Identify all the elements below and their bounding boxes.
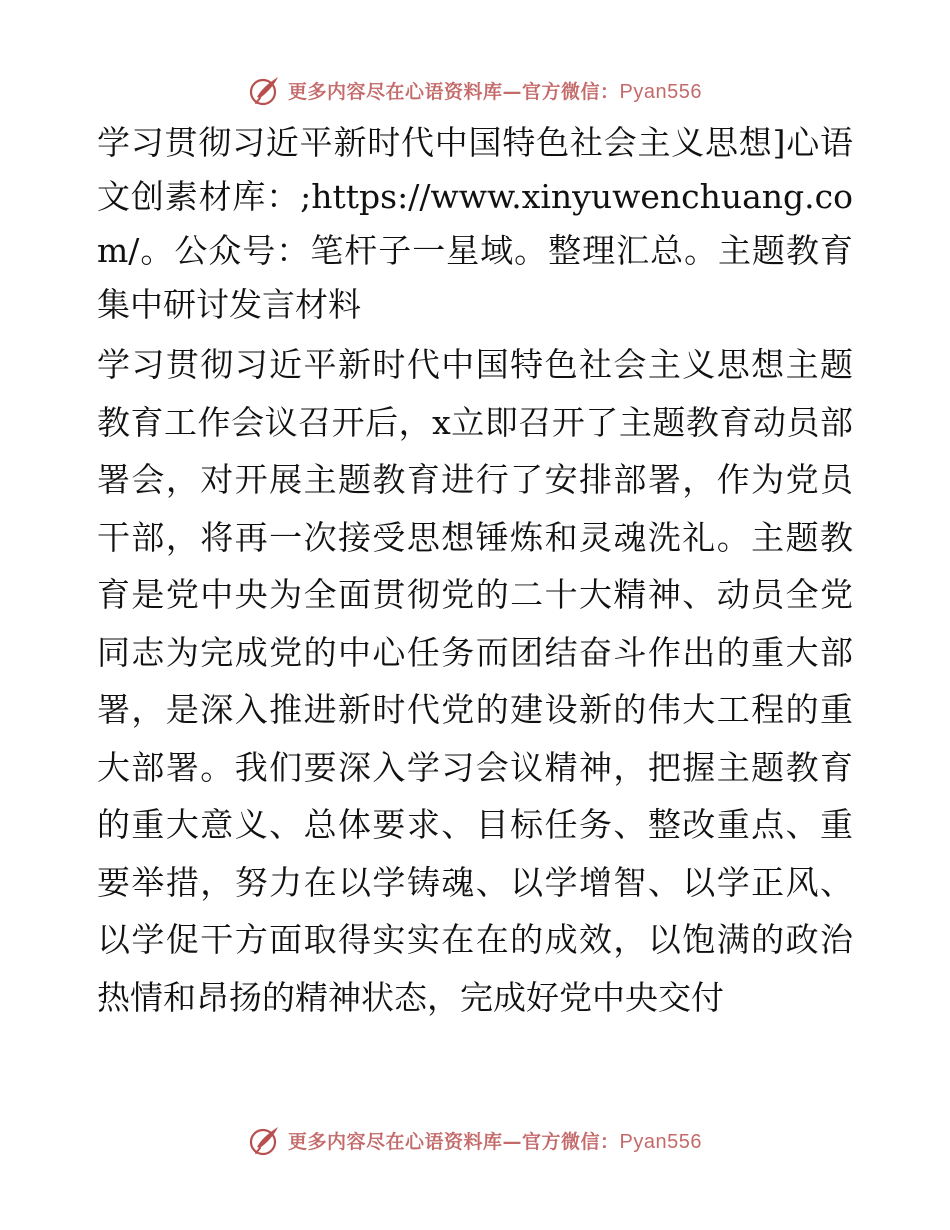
watermark-text bbox=[288, 1127, 702, 1154]
header-watermark bbox=[0, 70, 950, 110]
document-body bbox=[97, 116, 853, 1026]
quill-pen-icon bbox=[248, 73, 282, 107]
header-paragraph: 学习贯彻习近平新时代中国特色社会主义思想]心语文创素材库：;https://www.xinyuwenchuang.com/。公众号：笔杆子一星域。整理汇总。主题教育集中研讨发言材料 bbox=[97, 123, 853, 324]
watermark-wechat-id: Pyan556 bbox=[619, 80, 702, 103]
footer-watermark bbox=[0, 1120, 950, 1160]
watermark-cn: 更多内容尽在心语资料库—官方微信： bbox=[288, 1130, 620, 1153]
quill-pen-icon bbox=[248, 1123, 282, 1157]
watermark-text bbox=[288, 77, 702, 104]
body-paragraph: 学习贯彻习近平新时代中国特色社会主义思想主题教育工作会议召开后，x立即召开了主题教育动员部署会，对开展主题教育进行了安排部署，作为党员干部，将再一次接受思想锤炼和灵魂洗礼。主题教育是党中央为全面贯彻党的二十大精神、动员全党同志为完成党的中心任务而团结奋斗作出的重大部署，是深入推进新时代党的建设新的伟大工程的重大部署。我们要深入学习会议精神，把握主题教育的重大意义、总体要求、目标任务、整改重点、重要举措，努力在以学铸魂、以学增智、以学正风、以学促干方面取得实实在在的成效，以饱满的政治热情和昂扬的精神状态，完成好党中央交付 bbox=[97, 345, 853, 1017]
watermark-cn: 更多内容尽在心语资料库—官方微信： bbox=[288, 80, 620, 103]
watermark-wechat-id: Pyan556 bbox=[619, 1130, 702, 1153]
